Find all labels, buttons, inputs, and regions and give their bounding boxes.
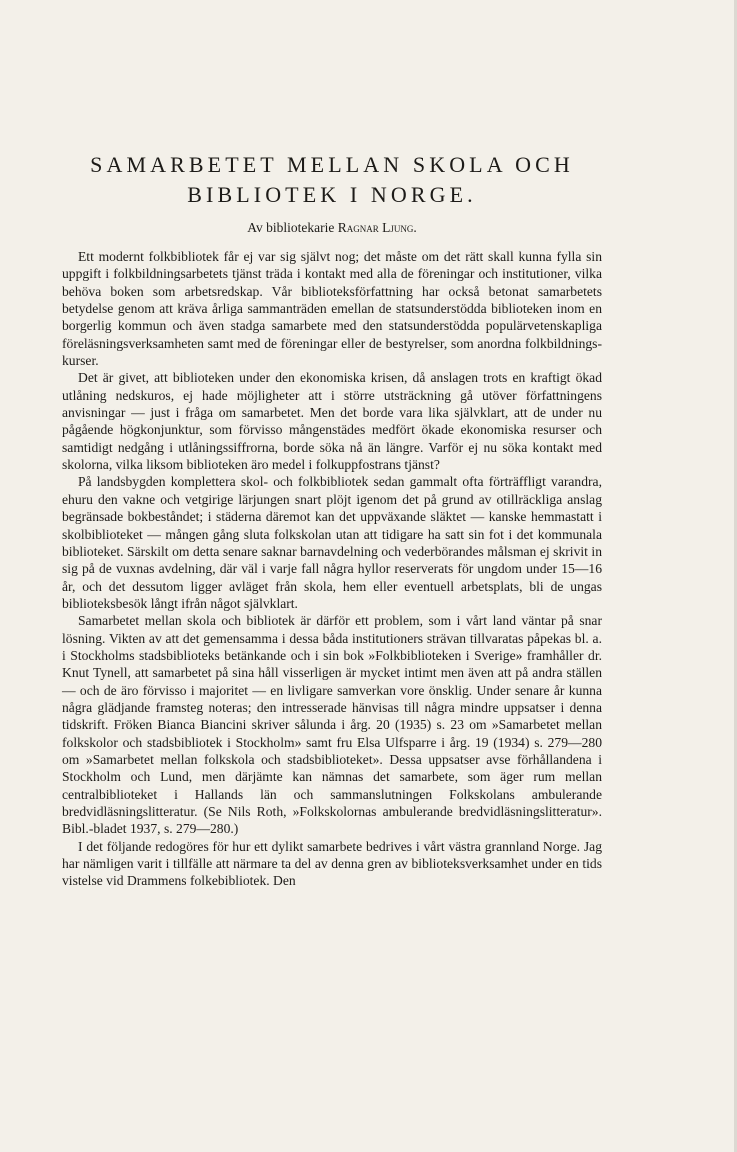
author-name: Ragnar Ljung. bbox=[337, 220, 417, 235]
byline-prefix: Av bibliotekarie bbox=[247, 220, 338, 235]
paragraph: I det följande redogöres för hur ett dylikt samarbete bedrives i vårt västra grannland Norge. Jag har nämligen varit i tillfälle att närmare ta del av denna gren av biblioteksverksamhet under en tids vistelse vid Drammens folkebibliotek. Den bbox=[62, 838, 602, 889]
paragraph: Ett modernt folkbibliotek får ej var sig självt nog; det måste om det rätt skall kunna fylla sin uppgift i folkbildningsarbetets tjänst träda i kontakt med alla de föreningar och institutioner, vilka behöva boken som arbetsredskap. Vår biblioteksförfattning har också betonat samarbetets betydelse genom att kräva årliga sammanträden emellan de statsunderstödda biblioteken inom en borgerlig kommun och även stadga samarbete med den statsunderstödda populärvetenskapliga föreläsningsverksamheten samt med de föreningar eller de bestyrelser, som anordna folkbildningskurser. bbox=[62, 249, 602, 369]
paragraph: Samarbetet mellan skola och bibliotek är därför ett problem, som i vårt land väntar på snar lösning. Vikten av att det gemensamma i dessa båda institutioners strävan tillvaratas påpekas bl. a. i Stockholms stadsbiblioteks betänkande och i sin bok »Folkbiblioteken i Sverige» framhåller dr. Knut Tynell, att samarbetet på sina håll visserligen är mycket intimt men även att på andra ställen — och de äro förvisso i majoritet — en livligare samverkan vore önsklig. Under senare år kunna några glädjande framsteg noteras; den intresserade hänvisas till några mindre uppsatser i denna tidskrift. Fröken Bianca Biancini skriver sålunda i årg. 20 (1935) s. 23 om »Samarbetet mellan folkskolor och stadsbibliotek i Stockholm» samt fru Elsa Ulfsparre i årg. 19 (1934) s. 279—280 om »Samarbetet mellan folkskola och stadsbiblioteket». Dessa uppsatser avse förhållandena i Stockholm och Lund, men därjämte kan nämnas det samarbete, som äger rum mellan centralbiblioteket i Hallands län och sammanslutningen Folkskolans ambulerande bredvidläsningslitteratur. (Se Nils Roth, »Folkskolornas ambulerande bredvidläsningslitteratur». Bibl.-bladet 1937, s. 279—280.) bbox=[62, 613, 602, 837]
byline bbox=[62, 220, 602, 236]
article bbox=[62, 150, 602, 890]
article-title-line-1: SAMARBETET MELLAN SKOLA OCH bbox=[90, 152, 574, 177]
paragraph: På landsbygden komplettera skol- och folkbibliotek sedan gammalt ofta förträffligt varandra, ehuru den vakne och vetgirige lärjungen snart plöjt igenom det på grund av otillräckliga anslag begränsade bokbeståndet; i städerna däremot kan det uppväxande släktet — kanske hemmastatt i skolbiblioteket — mången gång sluta folkskolan utan att tidigare ha satt sin fot i det kommunala biblioteket. Särskilt om detta senare saknar barnavdelning och vederbörandes målsman ej skrivit in sig på de vuxnas avdelning, där väl i varje fall några hyllor reserverats för ungdom under 15—16 år, och det dessutom ligger avläget från skola, hem eller eventuell arbetsplats, bli de ungas biblioteksbesök långt ifrån något självklart. bbox=[62, 474, 602, 611]
article-body bbox=[62, 248, 602, 890]
article-title-line-2: BIBLIOTEK I NORGE. bbox=[187, 182, 477, 207]
paragraph: Det är givet, att biblioteken under den ekonomiska krisen, då anslagen trots en kraftigt ökad utlåning nedskuros, ej hade möjligheter att i större utsträckning gå utöver författningens anvisningar — just i fråga om samarbetet. Men det borde vara lika självklart, att de under nu pågående högkonjunktur, som förvisso mångenstädes medfört ökade ekonomiska resurser och samtidigt nedgång i utlåningssiffrorna, borde söka nå än längre. Varför ej nu söka kontakt med skolorna, vilka liksom biblioteken äro medel i folkuppfostrans tjänst? bbox=[62, 370, 602, 473]
